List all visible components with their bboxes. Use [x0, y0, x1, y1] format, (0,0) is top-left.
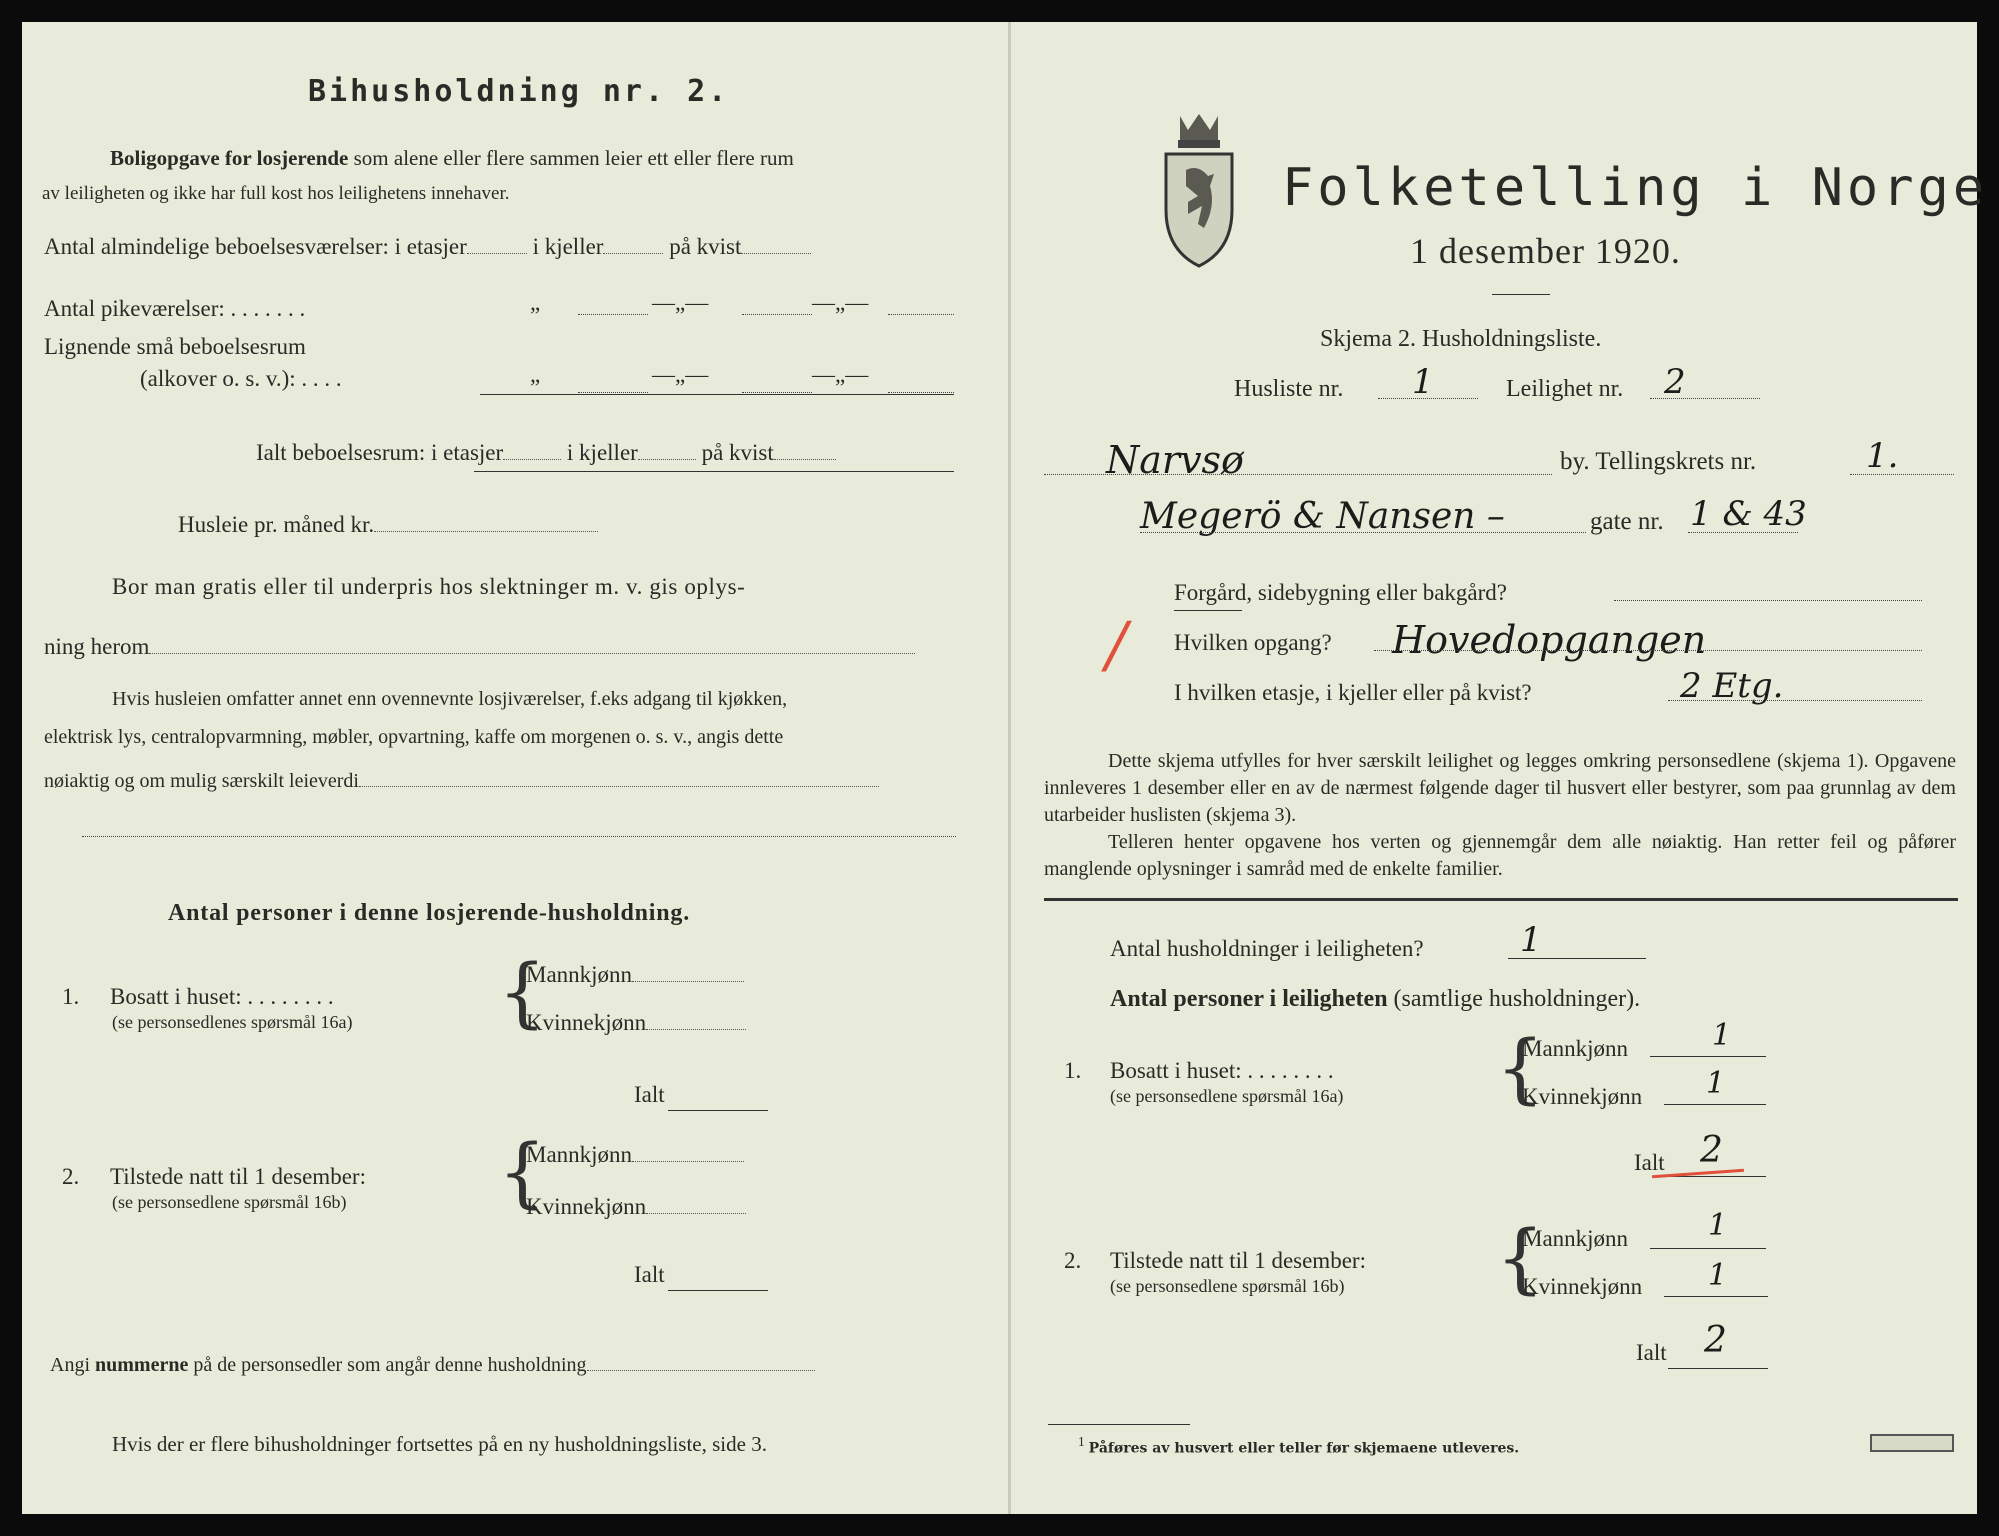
- husliste-label: Husliste nr.: [1234, 376, 1344, 402]
- left-q2-sub: (se personsedlene spørsmål 16b): [112, 1192, 347, 1212]
- right-q1-mann-value: 1: [1712, 1018, 1732, 1053]
- angi-line: [50, 1354, 815, 1377]
- pike-label: Antal pikeværelser: . . . . . . .: [44, 296, 306, 321]
- ialt-beboelse-line: [256, 440, 836, 466]
- husleie-line: [178, 512, 598, 538]
- right-q2-sub: (se personsedlene spørsmål 16b): [1110, 1276, 1345, 1296]
- ialt-kjeller-label: i kjeller: [566, 440, 638, 465]
- left-q1-sub: (se personsedlenes spørsmål 16a): [112, 1012, 353, 1032]
- printer-stamp: [1870, 1434, 1954, 1452]
- angi-bold: nummerne: [95, 1354, 189, 1376]
- left-title: Bihusholdning nr. 2.: [308, 74, 730, 109]
- right-q1-kvinne-value: 1: [1706, 1066, 1726, 1101]
- gate-label: gate nr.: [1590, 508, 1664, 535]
- left-q1-ialt: Ialt: [634, 1082, 665, 1107]
- antal-pers-bold: Antal personer i leiligheten: [1110, 986, 1388, 1012]
- opgang-label: Hvilken opgang?: [1174, 630, 1332, 655]
- gratis-label: ning herom: [44, 634, 150, 659]
- instruction-para-2: Telleren henter opgavene hos verten og gjennemgår dem alle nøiaktig. Han retter feil og påfører manglende oplysninger i samråd med de enkelte familier.: [1044, 831, 1956, 880]
- right-q2-ialt-value: 2: [1704, 1320, 1727, 1361]
- right-q2-ialt: Ialt: [1636, 1340, 1667, 1365]
- left-footer: Hvis der er flere bihusholdninger fortsettes på en ny husholdningsliste, side 3.: [112, 1432, 767, 1456]
- antal-pers-rest: (samtlige husholdninger).: [1393, 986, 1641, 1012]
- antal-hush-value: 1: [1520, 920, 1542, 960]
- footnote: [1078, 1434, 1519, 1457]
- left-intro-rest: som alene eller flere sammen leier ett eller flere rum: [353, 146, 794, 170]
- left-q2-ialt: Ialt: [634, 1262, 665, 1287]
- antal-pers-line: [1110, 986, 1640, 1013]
- right-q1-mann: Mannkjønn: [1522, 1036, 1629, 1061]
- rooms-line: [44, 234, 811, 260]
- etasje-value: 2 Etg.: [1680, 666, 1784, 706]
- right-skjema: Skjema 2. Husholdningsliste.: [1320, 326, 1602, 352]
- margin-mark: /: [1106, 608, 1127, 681]
- right-q1-num: 1.: [1064, 1058, 1082, 1083]
- left-q2-mann: Mannkjønn: [526, 1142, 744, 1168]
- right-q2-num: 2.: [1064, 1248, 1082, 1273]
- rooms-label: Antal almindelige beboelsesværelser: i etasjer: [44, 234, 467, 259]
- right-q2-mann: Mannkjønn: [1522, 1226, 1629, 1251]
- right-q2-kvinne-value: 1: [1708, 1258, 1728, 1293]
- left-q2-num: 2.: [62, 1164, 80, 1189]
- right-title: Folketelling i Norge: [1282, 158, 1989, 218]
- right-q1-ialt: Ialt: [1634, 1150, 1665, 1175]
- left-q1-mann: Mannkjønn: [526, 962, 744, 988]
- by-label: by. Tellingskrets nr.: [1560, 448, 1757, 475]
- husliste-value: 1: [1412, 362, 1434, 402]
- right-q1-ialt-value: 2: [1700, 1130, 1723, 1171]
- page-fold: [1008, 22, 1011, 1514]
- left-intro-line2: av leiligheten og ikke har full kost hos leilighetens innehaver.: [42, 183, 510, 204]
- pike-marks: „: [530, 290, 541, 315]
- instruction-para-1: Dette skjema utfylles for hver særskilt leilighet og legges omkring personsedlene (skjema 1). Opgavene innleveres 1 desember eller en av de nærmest følgende dager til husvert eller bestyrer, som paa grunnlag av dem utarbeider huslisten (skjema 3).: [1044, 750, 1956, 826]
- left-q2-kvinne: Kvinnekjønn: [526, 1194, 746, 1220]
- alkover-label: (alkover o. s. v.): . . . .: [140, 366, 342, 391]
- left-intro: [110, 146, 794, 171]
- left-q1-label: Bosatt i huset: . . . . . . . .: [110, 984, 334, 1009]
- gate-nr-value: 1 & 43: [1690, 494, 1807, 534]
- left-antal-heading: Antal personer i denne losjerende-husholdning.: [168, 900, 690, 926]
- hvis-line3: [44, 770, 879, 793]
- right-q2-label: Tilstede natt til 1 desember:: [1110, 1248, 1366, 1273]
- left-q1-num: 1.: [62, 984, 80, 1009]
- by-value: Narvsø: [1106, 438, 1244, 482]
- footnote-number: 1: [1078, 1434, 1085, 1449]
- hvis-line2: elektrisk lys, centralopvarmning, møbler, opvartning, kaffe om morgenen o. s. v., angis dette: [44, 726, 784, 748]
- right-q1-sub: (se personsedlene spørsmål 16a): [1110, 1086, 1344, 1106]
- lignende-label: Lignende små beboelsesrum: [44, 334, 306, 359]
- right-date: 1 desember 1920.: [1410, 231, 1681, 271]
- husleie-label: Husleie pr. måned kr.: [178, 512, 375, 537]
- left-intro-bold: Boligopgave for losjerende: [110, 146, 349, 170]
- hvis-line1: Hvis husleien omfatter annet enn ovennevnte losjiværelser, f.eks adgang til kjøkken,: [112, 688, 788, 710]
- rooms-kvist-label: på kvist: [669, 234, 742, 259]
- antal-hush-label: Antal husholdninger i leiligheten?: [1110, 936, 1424, 961]
- left-q1-kvinne: Kvinnekjønn: [526, 1010, 746, 1036]
- gate-value: Megerö & Nansen –: [1140, 496, 1505, 537]
- leilighet-label: Leilighet nr.: [1506, 376, 1624, 402]
- ialt-beboelse-label: Ialt beboelsesrum: i etasjer: [256, 440, 504, 465]
- rooms-kjeller-label: i kjeller: [532, 234, 604, 259]
- leilighet-value: 2: [1664, 362, 1686, 402]
- right-q1-kvinne: Kvinnekjønn: [1522, 1084, 1643, 1109]
- gratis-line2: [44, 634, 915, 660]
- gratis-line1: Bor man gratis eller til underpris hos slektninger m. v. gis oplys-: [112, 574, 746, 599]
- forgard-label: Forgård, sidebygning eller bakgård?: [1174, 580, 1507, 605]
- ialt-kvist-label: på kvist: [701, 440, 774, 465]
- norwegian-lion-crest-icon: [1158, 110, 1240, 270]
- left-q2-label: Tilstede natt til 1 desember:: [110, 1164, 366, 1189]
- angi-pre: Angi: [50, 1354, 90, 1376]
- footnote-text: Påføres av husvert eller teller før skjemaene utleveres.: [1088, 1440, 1520, 1457]
- opgang-value: Hovedopgangen: [1392, 618, 1707, 662]
- right-q2-mann-value: 1: [1708, 1208, 1728, 1243]
- right-q2-kvinne: Kvinnekjønn: [1522, 1274, 1643, 1299]
- krets-value: 1.: [1866, 436, 1899, 476]
- right-q1-label: Bosatt i huset: . . . . . . . .: [1110, 1058, 1334, 1083]
- hvis-label: nøiaktig og om mulig særskilt leieverdi: [44, 770, 359, 792]
- etasje-label: I hvilken etasje, i kjeller eller på kvist?: [1174, 680, 1532, 705]
- angi-rest: på de personsedler som angår denne husholdning: [193, 1354, 587, 1376]
